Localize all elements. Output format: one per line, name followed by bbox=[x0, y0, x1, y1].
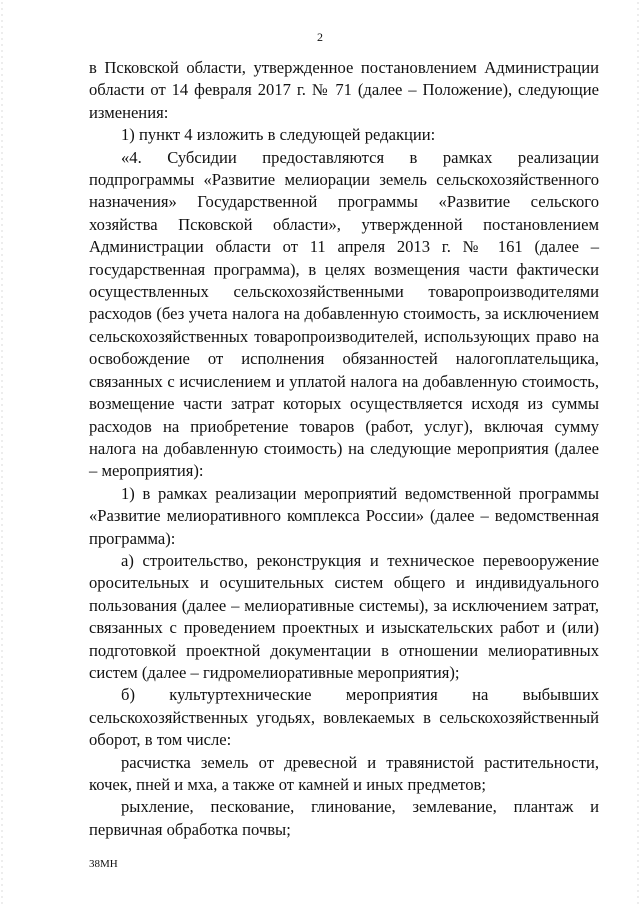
paragraph-continuation: в Псковской области, утвержденное постановлением Администрации области от 14 февраля 2017 г. № 71 (далее – Положение), следующие изменения: bbox=[89, 58, 599, 122]
paragraph-subitem-1: 1) в рамках реализации мероприятий ведомственной программы «Развитие мелиоративного комплекса России» (далее – ведомственная программа): bbox=[89, 483, 599, 548]
paragraph-clause-4: «4. Субсидии предоставляются в рамках реализации подпрограммы «Развитие мелиорации земель сельскохозяйственного назначения» Государственной программы «Развитие сельского хозяйства Псковской области», утвержденной постановлением Администрации области от 11 апреля 2013 г. № 161 (далее – государственная программа), в целях возмещения части фактически осуществленных сельскохозяйственными товаропроизводителями расходов (без учета налога на добавленную стоимость, за исключением сельскохозяйственных товаропроизводителей, использующих право на освобождение от исполнения обязанностей налогоплательщика, связанных с исчислением и уплатой налога на добавленную стоимость, возмещение части затрат которых осуществляется исходя из суммы расходов на приобретение товаров (работ, услуг), включая сумму налога на добавленную стоимость) на следующие мероприятия (далее – мероприятия): bbox=[89, 147, 599, 481]
paragraph-subitem-a: а) строительство, реконструкция и техническое перевооружение оросительных и осушительных систем общего и индивидуального пользования (далее – мелиоративные системы), за исключением затрат, связанных с проведением проектных и изыскательских работ и (или) подготовкой проектной документации в отношении мелиоративных систем (далее – гидромелиоративные мероприятия); bbox=[89, 550, 599, 682]
scan-edge-left bbox=[0, 0, 4, 905]
paragraph-subitem-b: б) культуртехнические мероприятия на выбывших сельскохозяйственных угодьях, вовлекаемых в сельскохозяйственный оборот, в том числе: bbox=[89, 685, 599, 750]
paragraph-loosening: рыхление, пескование, глинование, землевание, плантаж и первичная обработка почвы; bbox=[89, 797, 599, 839]
paragraph-clearing: расчистка земель от древесной и травянистой растительности, кочек, пней и мха, а также от камней и иных предметов; bbox=[89, 752, 599, 794]
document-body bbox=[89, 57, 599, 841]
page-number: 2 bbox=[317, 30, 323, 44]
scan-edge-right bbox=[636, 0, 640, 905]
footer-code: 38МН bbox=[89, 858, 118, 870]
paragraph-item-1: 1) пункт 4 изложить в следующей редакции: bbox=[121, 125, 436, 145]
